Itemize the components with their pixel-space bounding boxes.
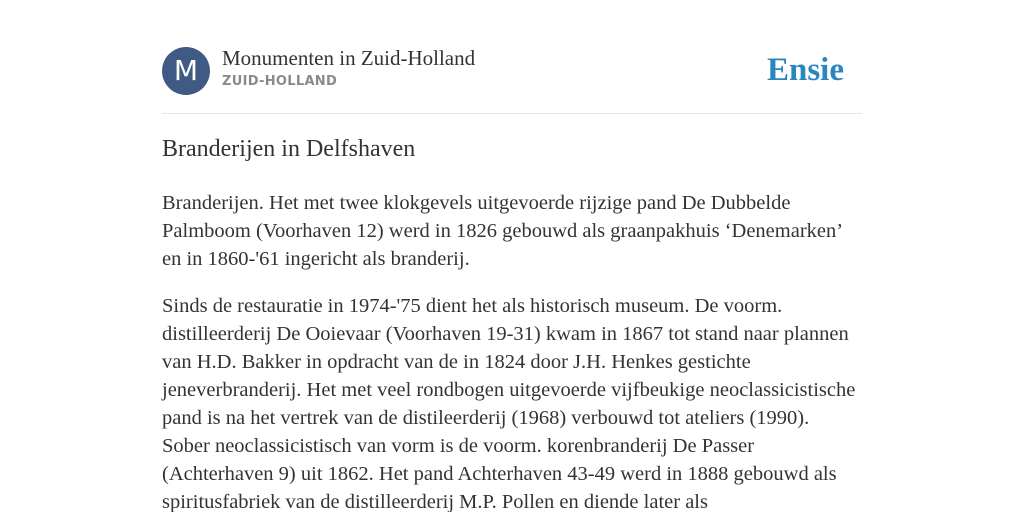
header-divider [162,113,862,114]
source-region-label: ZUID-HOLLAND [222,74,338,89]
source-avatar[interactable]: M [162,47,210,95]
article-paragraph: Sinds de restauratie in 1974-'75 dient het als historisch museum. De voorm. distilleerderij De Ooievaar (Voorhaven 19-31) kwam in 1867 tot stand naar plannen van H.D. Bakker in opdracht van de in 1824 door J.H. Henkes gestichte jeneverbranderij. Het met veel rondbogen uitgevoerde vijfbeukige neoclassicistische pand is na het vertrek van de distileerderij (1968) verbouwd tot ateliers (1990). Sober neoclassicistisch van vorm is de voorm. korenbranderij De Passer (Achterhaven 9) uit 1862. Het pand Achterhaven 43-49 werd in 1888 gebouwd als spiritusfabriek van de distilleerderij M.P. Pollen en diende later als [162,295,856,512]
article-body [162,189,862,512]
ensie-logo[interactable]: Ensie [766,52,844,88]
source-header [162,46,862,96]
article-paragraph: Branderijen. Het met twee klokgevels uitgevoerde rijzige pand De Dubbelde Palmboom (Voorhaven 12) werd in 1826 gebouwd als graanpakhuis ‘Denemarken’ en in 1860-'61 ingericht als branderij. [162,192,842,270]
source-title-link[interactable]: Monumenten in Zuid-Holland [222,46,476,70]
article-title: Branderijen in Delfshaven [162,136,416,162]
